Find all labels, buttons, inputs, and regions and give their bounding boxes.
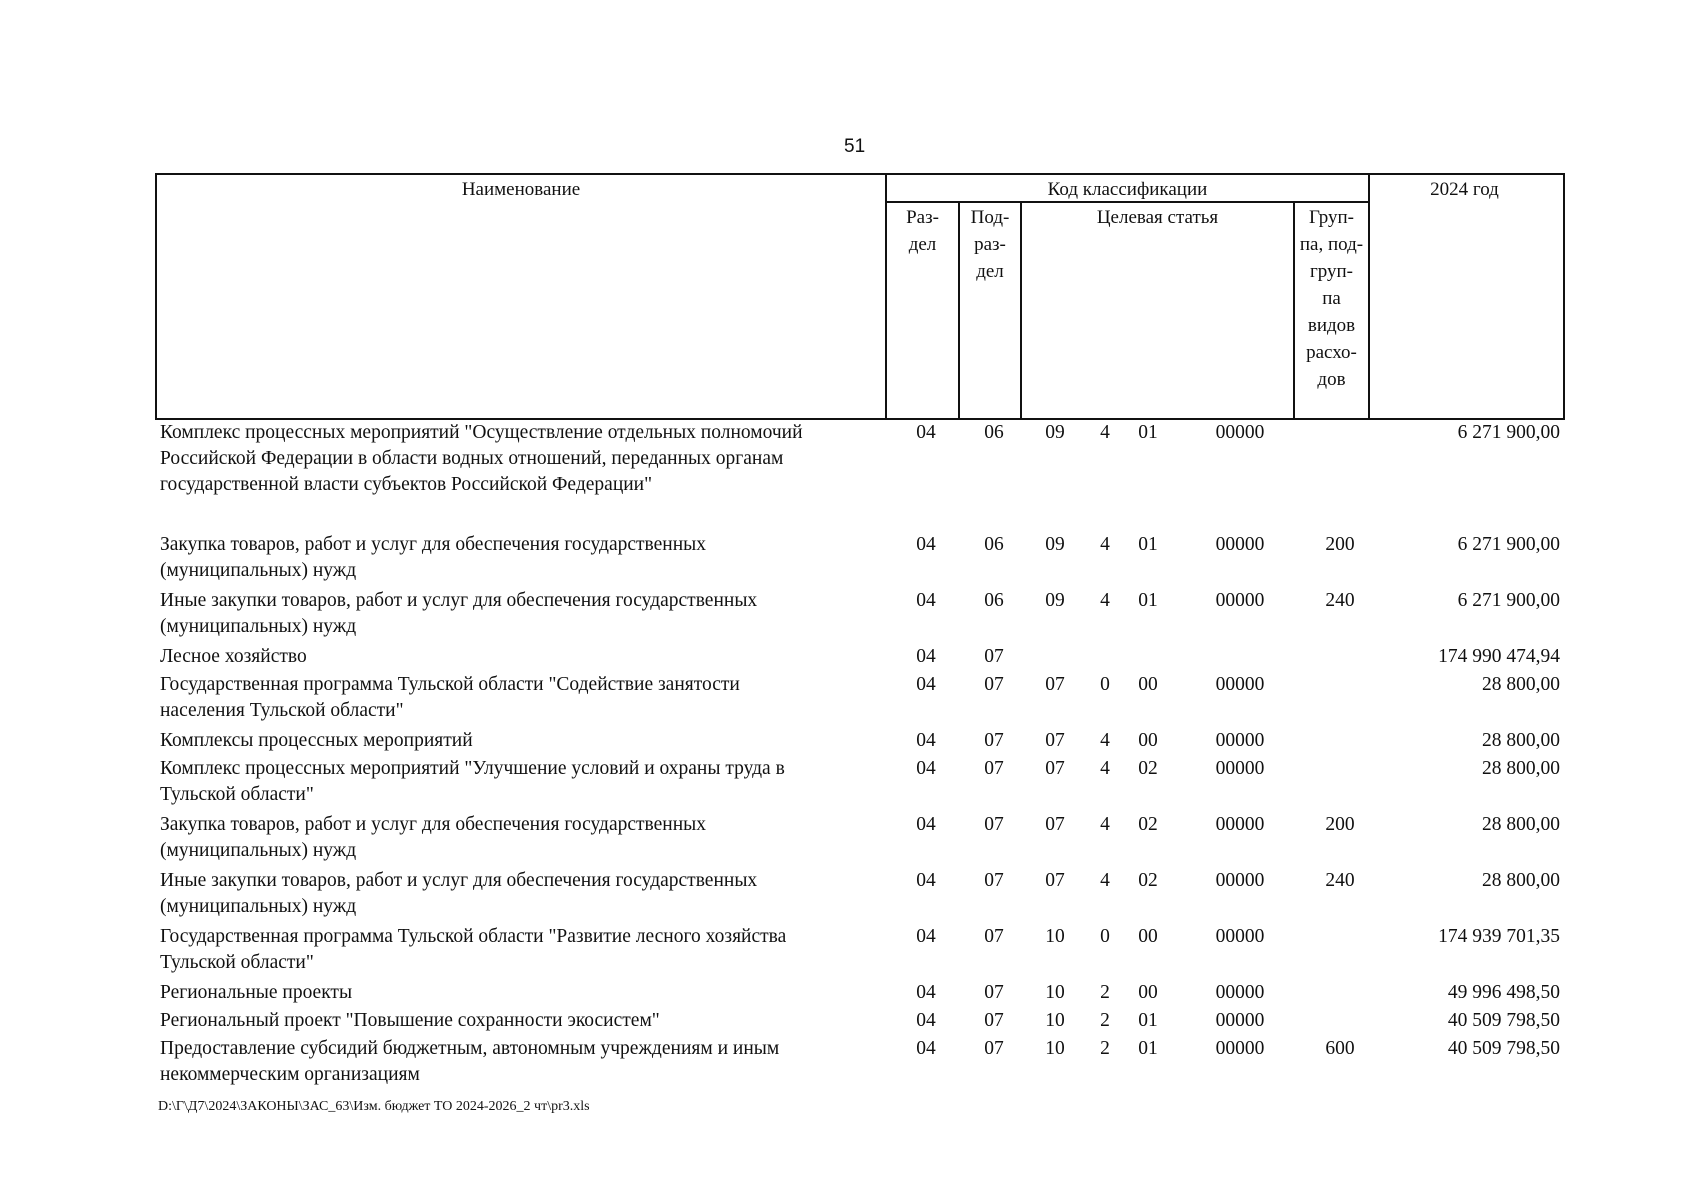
cell-name-line: Комплекс процессных мероприятий "Улучшение условий и охраны труда в [160,758,785,779]
cell-code: 00000 [1215,870,1265,891]
cell-program: 10 [1045,926,1065,947]
cell-subsection: 07 [984,982,1004,1003]
cell-name-line: Комплекс процессных мероприятий "Осуществление отдельных полномочий [160,422,803,443]
cell-amount: 49 996 498,50 [1447,982,1560,1003]
cell-amount: 28 800,00 [1482,814,1560,835]
cell-subsection: 07 [984,926,1004,947]
cell-expense-group: 240 [1325,870,1355,891]
file-path-footer: D:\Г\Д7\2024\ЗАКОНЫ\ЗАС_63\Изм. бюджет ТО 2024-2026_2 чт\pr3.xls [158,1099,590,1114]
cell-name-line: населения Тульской области" [160,700,404,721]
cell-direction: 00 [1138,982,1158,1003]
cell-program: 10 [1045,982,1065,1003]
cell-amount: 40 509 798,50 [1447,1010,1560,1031]
cell-subsection: 07 [984,870,1004,891]
cell-name-line: Комплексы процессных мероприятий [160,730,473,751]
cell-section: 04 [916,926,936,947]
header-target-article: Целевая статья [1096,207,1219,228]
cell-type: 2 [1100,982,1110,1003]
cell-direction: 02 [1138,758,1158,779]
cell-code: 00000 [1215,1038,1265,1059]
cell-direction: 01 [1138,534,1158,555]
cell-amount: 28 800,00 [1482,730,1560,751]
cell-amount: 28 800,00 [1482,758,1560,779]
cell-section: 04 [916,1010,936,1031]
cell-section: 04 [916,646,936,667]
cell-section: 04 [916,674,936,695]
cell-amount: 6 271 900,00 [1457,422,1560,443]
cell-expense-group: 200 [1325,534,1355,555]
cell-section: 04 [916,422,936,443]
cell-code: 00000 [1215,674,1265,695]
cell-name [160,1036,880,1088]
cell-program: 07 [1045,758,1065,779]
cell-name-line: Закупка товаров, работ и услуг для обеспечения государственных [160,814,707,835]
divider-subsection [1020,201,1022,420]
cell-name [160,980,880,1006]
cell-code: 00000 [1215,422,1265,443]
cell-code: 00000 [1215,814,1265,835]
cell-name-line: Закупка товаров, работ и услуг для обеспечения государственных [160,534,707,555]
cell-name-line: Государственная программа Тульской области "Содействие занятости [160,674,740,695]
cell-subsection: 07 [984,1010,1004,1031]
cell-direction: 00 [1138,730,1158,751]
cell-direction: 00 [1138,674,1158,695]
cell-direction: 01 [1138,1038,1158,1059]
cell-name [160,532,880,584]
cell-amount: 174 939 701,35 [1438,926,1560,947]
cell-name-line: Российской Федерации в области водных отношений, переданных органам [160,448,784,469]
cell-section: 04 [916,1038,936,1059]
cell-type: 4 [1100,422,1110,443]
cell-name-line: Региональный проект "Повышение сохранности экосистем" [160,1010,660,1031]
cell-code: 00000 [1215,926,1265,947]
cell-section: 04 [916,730,936,751]
cell-direction: 02 [1138,814,1158,835]
cell-expense-group: 600 [1325,1038,1355,1059]
cell-subsection: 07 [984,1038,1004,1059]
cell-type: 4 [1100,590,1110,611]
cell-name [160,868,880,920]
cell-program: 10 [1045,1010,1065,1031]
divider-code [1368,173,1370,420]
cell-name [160,672,880,724]
cell-name-line: Иные закупки товаров, работ и услуг для обеспечения государственных [160,590,758,611]
cell-section: 04 [916,590,936,611]
cell-expense-group: 240 [1325,590,1355,611]
cell-code: 00000 [1215,982,1265,1003]
cell-type: 4 [1100,534,1110,555]
cell-name-line: Государственная программа Тульской области "Развитие лесного хозяйства [160,926,787,947]
cell-name [160,588,880,640]
cell-name [160,1008,880,1034]
cell-program: 07 [1045,674,1065,695]
cell-name-line: Иные закупки товаров, работ и услуг для обеспечения государственных [160,870,758,891]
cell-amount: 174 990 474,94 [1438,646,1560,667]
cell-code: 00000 [1215,534,1265,555]
page-number: 51 [844,136,866,157]
cell-type: 0 [1100,926,1110,947]
cell-type: 4 [1100,814,1110,835]
cell-direction: 01 [1138,422,1158,443]
cell-subsection: 07 [984,758,1004,779]
cell-name-line: (муниципальных) нужд [160,616,357,637]
cell-code: 00000 [1215,590,1265,611]
cell-section: 04 [916,982,936,1003]
cell-program: 10 [1045,1038,1065,1059]
cell-subsection: 06 [984,534,1004,555]
cell-subsection: 07 [984,646,1004,667]
cell-section: 04 [916,534,936,555]
cell-program: 07 [1045,730,1065,751]
cell-type: 2 [1100,1038,1110,1059]
header-name: Наименование [461,179,581,200]
cell-amount: 28 800,00 [1482,674,1560,695]
cell-type: 4 [1100,730,1110,751]
cell-type: 2 [1100,1010,1110,1031]
cell-subsection: 06 [984,590,1004,611]
cell-name-line: Региональные проекты [160,982,353,1003]
cell-name-line: (муниципальных) нужд [160,560,357,581]
cell-name-line: Предоставление субсидий бюджетным, автономным учреждениям и иным [160,1038,780,1059]
cell-program: 09 [1045,422,1065,443]
cell-program: 09 [1045,534,1065,555]
cell-direction: 00 [1138,926,1158,947]
cell-amount: 6 271 900,00 [1457,590,1560,611]
cell-name-line: Тульской области" [160,784,314,805]
cell-name [160,812,880,864]
header-subsection: Под- раз- дел [970,207,1010,282]
cell-subsection: 07 [984,674,1004,695]
cell-expense-group: 200 [1325,814,1355,835]
cell-program: 07 [1045,870,1065,891]
cell-section: 04 [916,870,936,891]
header-classification: Код классификации [1047,179,1208,200]
cell-name-line: (муниципальных) нужд [160,840,357,861]
cell-amount: 28 800,00 [1482,870,1560,891]
cell-subsection: 07 [984,730,1004,751]
cell-amount: 6 271 900,00 [1457,534,1560,555]
cell-code: 00000 [1215,1010,1265,1031]
cell-section: 04 [916,758,936,779]
cell-type: 4 [1100,870,1110,891]
cell-name-line: (муниципальных) нужд [160,896,357,917]
cell-name [160,924,880,976]
cell-amount: 40 509 798,50 [1447,1038,1560,1059]
cell-name-line: некоммерческим организациям [160,1064,420,1085]
cell-program: 09 [1045,590,1065,611]
header-group: Груп- па, под- груп- па видов расхо- дов [1299,207,1364,390]
cell-code: 00000 [1215,758,1265,779]
header-year: 2024 год [1430,179,1499,200]
cell-name [160,756,880,808]
cell-program: 07 [1045,814,1065,835]
cell-subsection: 06 [984,422,1004,443]
cell-direction: 01 [1138,1010,1158,1031]
cell-code: 00000 [1215,730,1265,751]
cell-type: 0 [1100,674,1110,695]
cell-name-line: Лесное хозяйство [160,646,307,667]
cell-direction: 02 [1138,870,1158,891]
cell-subsection: 07 [984,814,1004,835]
header-section: Раз- дел [906,207,939,255]
cell-name [160,728,880,754]
cell-name [160,420,880,498]
cell-section: 04 [916,814,936,835]
cell-direction: 01 [1138,590,1158,611]
cell-type: 4 [1100,758,1110,779]
cell-name-line: Тульской области" [160,952,314,973]
cell-name [160,644,880,670]
cell-name-line: государственной власти субъектов Российской Федерации" [160,474,653,495]
